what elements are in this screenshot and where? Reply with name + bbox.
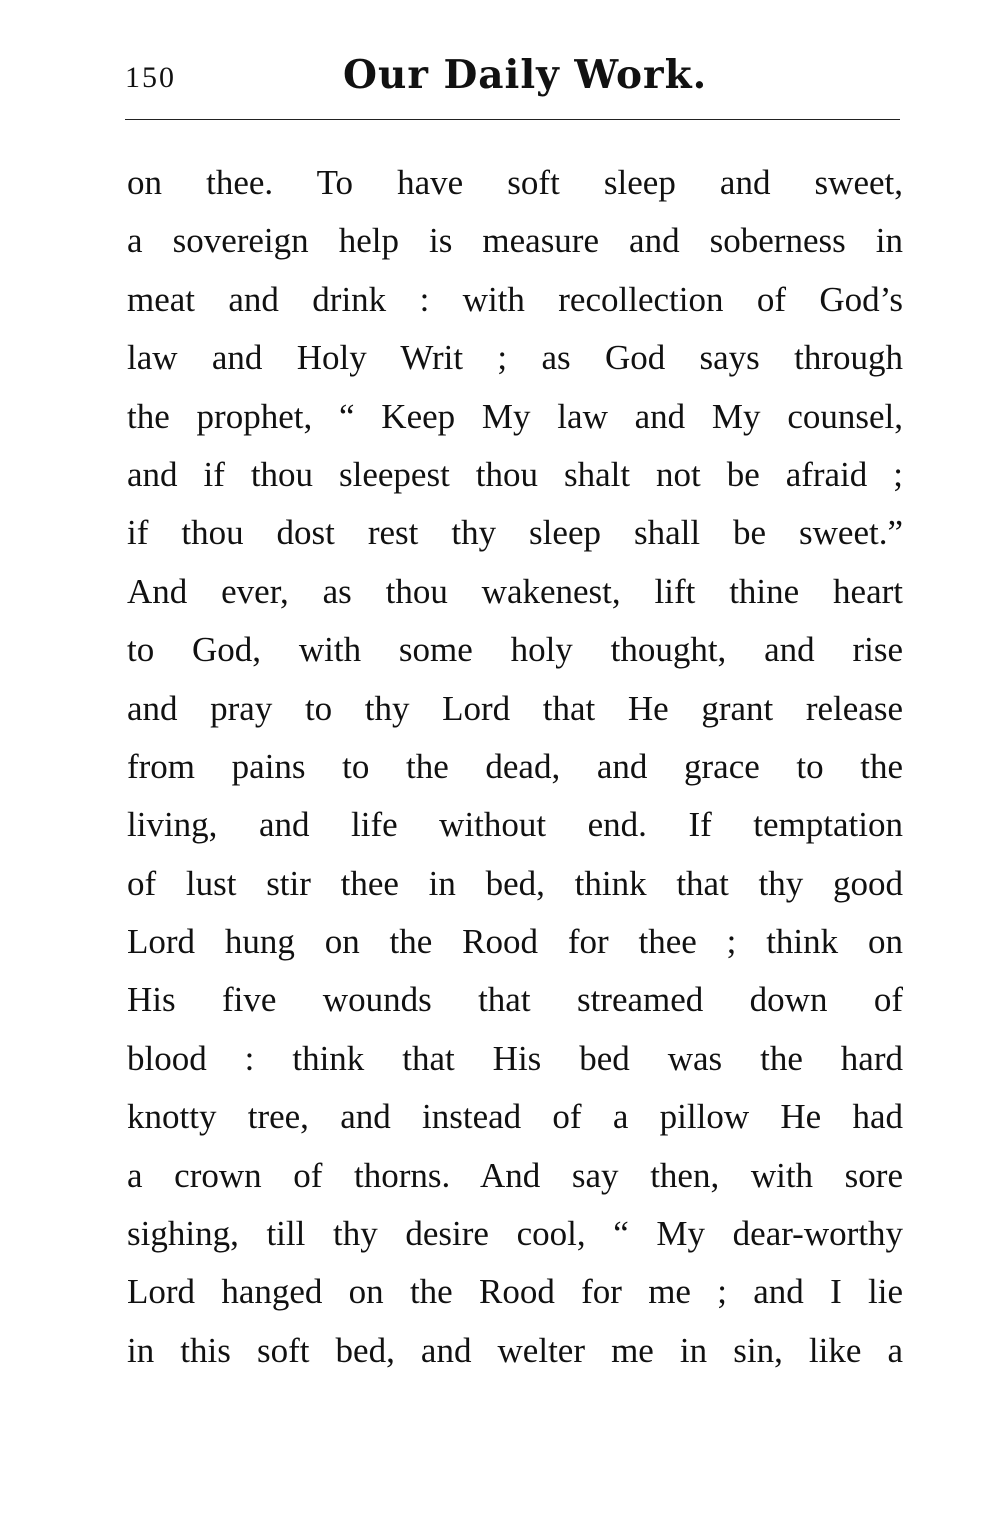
header-rule xyxy=(125,119,900,120)
text-line: Lord hanged on the Rood for me ; and I lie xyxy=(127,1272,903,1312)
body-text xyxy=(127,154,903,1380)
text-line: knotty tree, and instead of a pillow He had xyxy=(127,1097,903,1137)
page-number: 150 xyxy=(125,61,176,94)
text-line: a sovereign help is measure and soberness in xyxy=(127,221,903,261)
text-line: on thee. To have soft sleep and sweet, xyxy=(127,163,903,202)
text-line: in this soft bed, and welter me in sin, like a xyxy=(127,1330,903,1370)
text-line: a crown of thorns. And say then, with sore xyxy=(127,1155,903,1195)
text-line: living, and life without end. If temptation xyxy=(127,805,903,845)
text-line: the prophet, “ Keep My law and My counsel, xyxy=(127,396,903,436)
text-line: and if thou sleepest thou shalt not be afraid ; xyxy=(127,454,903,494)
text-line: And ever, as thou wakenest, lift thine heart xyxy=(127,571,903,611)
text-line: and pray to thy Lord that He grant release xyxy=(127,688,903,728)
text-line: sighing, till thy desire cool, “ My dear-worthy xyxy=(127,1214,903,1254)
text-line: blood : think that His bed was the hard xyxy=(127,1038,903,1078)
running-title: Our Daily Work. xyxy=(343,52,708,98)
text-line: of lust stir thee in bed, think that thy good xyxy=(127,863,903,903)
text-line: Lord hung on the Rood for thee ; think on xyxy=(127,922,903,962)
text-line: law and Holy Writ ; as God says through xyxy=(127,338,903,378)
text-line: His five wounds that streamed down of xyxy=(127,980,903,1020)
text-line: meat and drink : with recollection of God’s xyxy=(127,279,903,319)
text-line: from pains to the dead, and grace to the xyxy=(127,746,903,786)
text-line: if thou dost rest thy sleep shall be sweet.” xyxy=(127,513,903,553)
text-line: to God, with some holy thought, and rise xyxy=(127,630,903,670)
